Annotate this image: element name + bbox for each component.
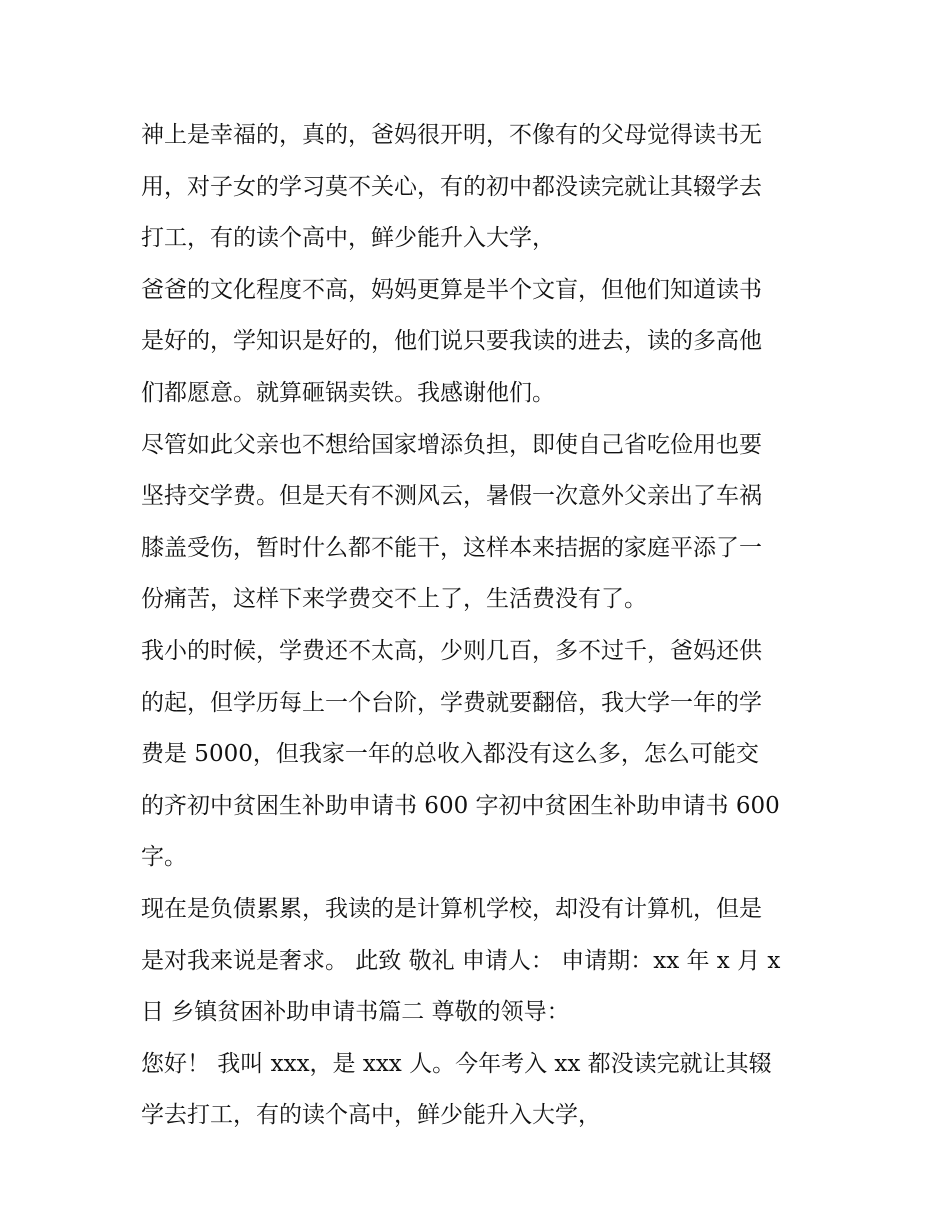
text-line: 们都愿意。就算砸锅卖铁。我感谢他们。 bbox=[141, 379, 555, 406]
text-line: 坚持交学费。但是天有不测风云，暑假一次意外父亲出了车祸 bbox=[141, 483, 762, 510]
text-line: 日 乡镇贫困补助申请书篇二 尊敬的领导： bbox=[141, 999, 570, 1026]
text-line: 学去打工，有的读个高中，鲜少能升入大学， bbox=[141, 1102, 601, 1129]
text-line: 打工，有的读个高中，鲜少能升入大学， bbox=[141, 225, 555, 252]
text-line: 是好的，学知识是好的，他们说只要我读的进去，读的多高他 bbox=[141, 328, 762, 355]
text-line: 用，对子女的学习莫不关心，有的初中都没读完就让其辍学去 bbox=[141, 173, 762, 200]
text-line: 您好！ 我叫 xxx，是 xxx 人。今年考入 xx 都没读完就让其辍 bbox=[141, 1050, 772, 1077]
text-line: 的齐初中贫困生补助申请书 600 字初中贫困生补助申请书 600 bbox=[141, 792, 780, 819]
text-line: 现在是负债累累，我读的是计算机学校，却没有计算机，但是 bbox=[141, 895, 762, 922]
text-line: 的起，但学历每上一个台阶，学费就要翻倍，我大学一年的学 bbox=[141, 689, 762, 716]
text-line: 膝盖受伤，暂时什么都不能干，这样本来拮据的家庭平添了一 bbox=[141, 534, 762, 561]
text-line: 爸爸的文化程度不高，妈妈更算是半个文盲，但他们知道读书 bbox=[141, 276, 762, 303]
text-line: 费是 5000，但我家一年的总收入都没有这么多，怎么可能交 bbox=[141, 741, 759, 768]
text-line: 字。 bbox=[141, 844, 187, 871]
text-line: 是对我来说是奢求。 此致 敬礼 申请人： 申请期：xx 年 x 月 x bbox=[141, 947, 781, 974]
text-line: 尽管如此父亲也不想给国家增添负担，即使自己省吃俭用也要 bbox=[141, 431, 762, 458]
text-line: 份痛苦，这样下来学费交不上了，生活费没有了。 bbox=[141, 586, 647, 613]
text-line: 神上是幸福的，真的，爸妈很开明，不像有的父母觉得读书无 bbox=[141, 122, 762, 148]
text-line: 我小的时候，学费还不太高，少则几百，多不过千，爸妈还供 bbox=[141, 637, 762, 664]
document-body bbox=[141, 110, 831, 1142]
